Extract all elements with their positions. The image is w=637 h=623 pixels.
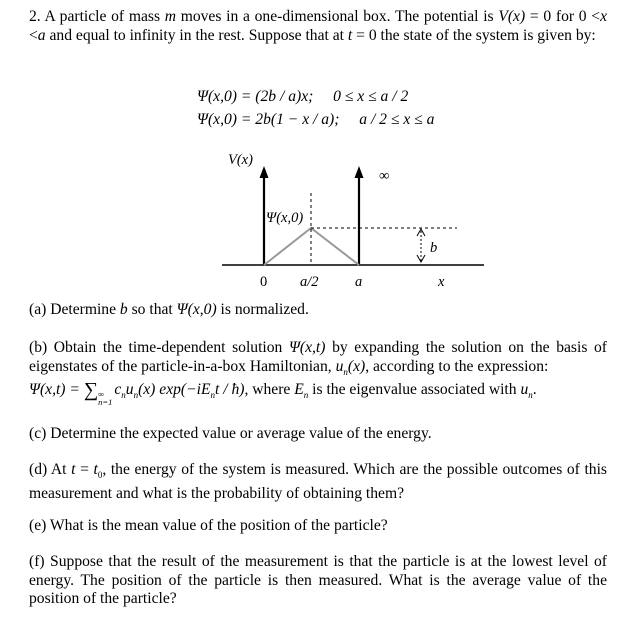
- eigenstate-u: u: [125, 381, 134, 398]
- question-b-text: , where: [244, 381, 295, 398]
- question-e-text: (e) What is the mean value of the position of the particle?: [29, 517, 388, 534]
- eigenstate-u: u: [520, 381, 529, 398]
- subscript-n: n: [303, 390, 309, 400]
- intro-text: 2. A particle of mass: [29, 8, 165, 25]
- formula-exp: (x) exp(−iE: [138, 381, 211, 398]
- psi-symbol: Ψ(x,0): [176, 301, 217, 318]
- question-f-text: (f) Suppose that the result of the measurement is that the particle is at the lowest level of energy. The position of the particle is then measured. What is the average value of the position of the particle?: [29, 553, 607, 607]
- question-d: [29, 461, 607, 503]
- expansion-formula: [29, 379, 245, 407]
- wavefunction-triangle: [264, 228, 359, 265]
- coefficient-c: c: [114, 381, 122, 398]
- left-wall-arrow: [260, 166, 269, 178]
- question-e: [29, 517, 607, 536]
- question-b-text: , according to the expression:: [365, 357, 549, 375]
- question-a: [29, 301, 607, 320]
- subscript-n: n: [210, 390, 215, 400]
- tick-a: a: [355, 274, 363, 290]
- equals-sign: =: [75, 461, 94, 478]
- question-b-period: .: [532, 381, 537, 398]
- question-b-text: (b) Obtain the time-dependent solution: [29, 339, 289, 356]
- equation-1-range: 0 ≤ x ≤ a / 2: [333, 88, 409, 105]
- equation-1-expression: Ψ(x,0) = (2b / a)x;: [197, 88, 314, 105]
- x-axis-label: x: [438, 274, 445, 290]
- sum-lower-limit: n=1: [98, 397, 113, 407]
- intro-text: <: [29, 26, 38, 44]
- height-arrow-bottom: [417, 255, 425, 262]
- question-a-text: (a) Determine: [29, 301, 120, 318]
- sum-upper-limit: ∞: [98, 389, 105, 399]
- height-arrow-top: [417, 229, 425, 236]
- infinity-label: ∞: [379, 168, 390, 184]
- variable-x: x: [600, 8, 608, 25]
- equation-2-range: a / 2 ≤ x ≤ a: [359, 111, 435, 128]
- energy-symbol: E: [294, 381, 304, 398]
- intro-text: = 0 the state of the system is given by:: [352, 26, 596, 44]
- formula-lhs: Ψ(x,t) =: [29, 381, 84, 398]
- question-c-text: (c) Determine the expected value or average value of the energy.: [29, 425, 432, 442]
- right-wall-arrow: [355, 166, 364, 178]
- subscript-n: n: [528, 390, 533, 400]
- subscript-n: n: [133, 390, 139, 400]
- tick-zero: 0: [260, 274, 268, 290]
- eigenstate-symbol: u: [335, 357, 344, 375]
- formula-end: t / ħ): [214, 381, 245, 398]
- question-a-text: is normalized.: [216, 301, 309, 318]
- subscript-zero: 0: [97, 470, 103, 480]
- tick-half: a/2: [300, 274, 319, 290]
- psi-label: Ψ(x,0): [266, 210, 304, 226]
- question-f: [29, 553, 607, 609]
- potential-function: V(x): [498, 8, 526, 25]
- summation-sign: ∑: [83, 379, 99, 401]
- question-a-text: so that: [127, 301, 177, 318]
- question-d-text: , the energy of the system is measured. Which are the possible outcomes of this measurement and what is the probability of obtaining them?: [29, 461, 607, 502]
- equation-2: [197, 111, 434, 130]
- intro-text: and equal to infinity in the rest. Suppose that at: [45, 26, 348, 44]
- problem-statement: [29, 8, 607, 45]
- question-b-text: by expanding the solution on the basis of eigenstates of the particle-in-a-box Hamiltonian,: [29, 339, 607, 375]
- variable-t0: t: [93, 461, 98, 478]
- question-b: [29, 339, 607, 406]
- intro-text: = 0 for 0 <: [525, 8, 601, 25]
- mass-symbol: m: [164, 8, 176, 25]
- equation-2-expression: Ψ(x,0) = 2b(1 − x / a);: [197, 111, 340, 128]
- question-d-text: (d) At: [29, 461, 72, 478]
- psi-time-symbol: Ψ(x,t): [288, 339, 326, 356]
- variable-t: t: [347, 26, 353, 44]
- subscript-n: n: [121, 390, 126, 400]
- subscript-n: n: [343, 366, 348, 377]
- variable-t: t: [71, 461, 76, 478]
- y-axis-label: V(x): [228, 152, 253, 168]
- variable-b: b: [119, 301, 128, 318]
- variable-a: a: [37, 26, 46, 44]
- question-c: [29, 425, 607, 444]
- eigenstate-argument: (x): [347, 357, 366, 375]
- intro-text: moves in a one-dimensional box. The potential is: [176, 8, 499, 25]
- question-b-text: is the eigenvalue associated with: [308, 381, 521, 398]
- height-label: b: [430, 240, 438, 256]
- equation-1: [197, 88, 408, 107]
